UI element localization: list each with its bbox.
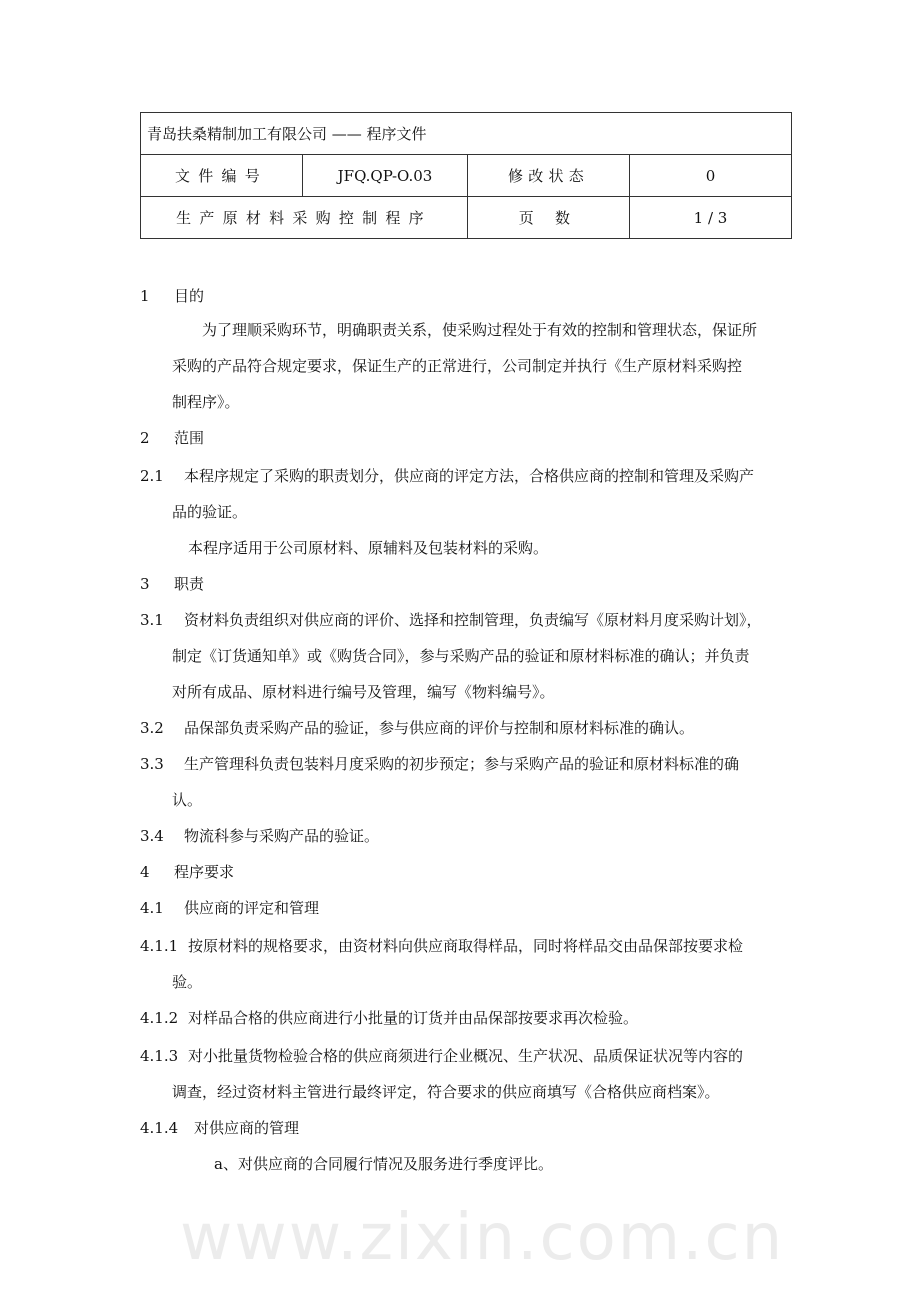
doc-no-label: 文件编号 [141,155,303,197]
section-number: 2.1 [140,467,164,485]
doc-name: 生产原材料采购控制程序 [141,197,468,239]
revision-label: 修改状态 [468,155,630,197]
section-text: 程序要求 [174,863,235,881]
paragraph-line: 品的验证。 [172,503,248,521]
section-number: 4.1 [140,899,164,917]
paragraph-line: a、对供应商的合同履行情况及服务进行季度评比。 [214,1155,553,1173]
section-number: 4.1.1 [140,937,179,955]
paragraph-line: 制定《订货通知单》或《购货合同》，参与采购产品的验证和原材料标准的确认；并负责 [172,647,750,665]
section-number: 3.2 [140,719,164,737]
company-title: 青岛扶桑精制加工有限公司 —— 程序文件 [141,113,792,155]
paragraph-line: 对所有成品、原材料进行编号及管理，编写《物料编号》。 [172,683,555,701]
section-number: 3 [140,575,150,593]
paragraph-line: 验。 [172,973,203,991]
section-number: 4 [140,863,150,881]
section-text: 对小批量货物检验合格的供应商须进行企业概况、生产状况、品质保证状况等内容的 [188,1047,744,1065]
section-text: 供应商的评定和管理 [184,899,320,917]
section-text: 本程序规定了采购的职责划分，供应商的评定方法，合格供应商的控制和管理及采购产 [184,467,755,485]
section-number: 3.3 [140,755,164,773]
pages-value: 1 / 3 [630,197,792,239]
paragraph-line: 调查，经过资材料主管进行最终评定，符合要求的供应商填写《合格供应商档案》。 [172,1083,720,1101]
section-number: 3.4 [140,827,164,845]
section-number: 3.1 [140,611,164,629]
section-text: 目的 [174,287,205,305]
section-text: 对样品合格的供应商进行小批量的订货并由品保部按要求再次检验。 [188,1009,639,1027]
section-text: 品保部负责采购产品的验证，参与供应商的评价与控制和原材料标准的确认。 [184,719,695,737]
section-text: 物流科参与采购产品的验证。 [184,827,380,845]
paragraph-line: 制程序》。 [172,393,240,411]
section-text: 对供应商的管理 [194,1119,300,1137]
document-header-table [140,112,792,239]
paragraph-line: 采购的产品符合规定要求，保证生产的正常进行，公司制定并执行《生产原材料采购控 [172,357,743,375]
watermark: www.zixin.com.cn [180,1201,785,1275]
section-number: 1 [140,287,150,305]
section-text: 生产管理科负责包装料月度采购的初步预定；参与采购产品的验证和原材料标准的确 [184,755,740,773]
section-number: 2 [140,429,150,447]
paragraph-line: 为了理顺采购环节，明确职责关系，使采购过程处于有效的控制和管理状态，保证所 [202,321,758,339]
paragraph-line: 本程序适用于公司原材料、原辅料及包装材料的采购。 [188,539,549,557]
section-number: 4.1.2 [140,1009,179,1027]
section-text: 范围 [174,429,205,447]
paragraph-line: 认。 [172,791,203,809]
doc-no-value: JFQ.QP-O.03 [303,155,468,197]
section-number: 4.1.3 [140,1047,179,1065]
revision-value: 0 [630,155,792,197]
section-number: 4.1.4 [140,1119,179,1137]
section-text: 资材料负责组织对供应商的评价、选择和控制管理，负责编写《原材料月度采购计划》， [184,611,762,629]
section-text: 按原材料的规格要求，由资材料向供应商取得样品，同时将样品交由品保部按要求检 [188,937,744,955]
section-text: 职责 [174,575,205,593]
pages-label: 页 数 [468,197,630,239]
